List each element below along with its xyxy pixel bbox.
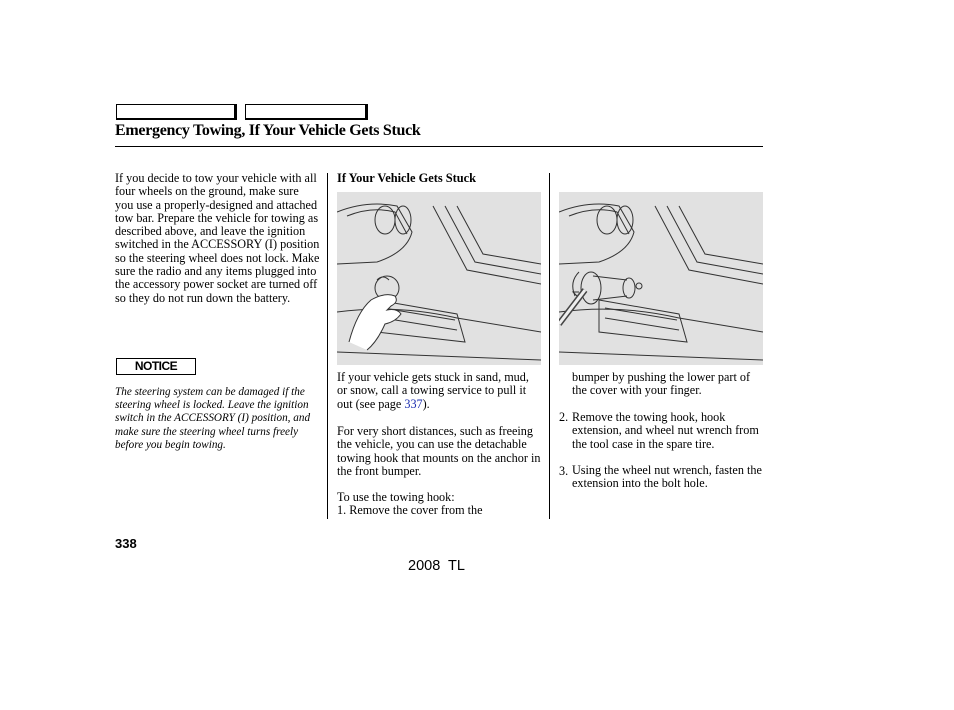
stuck-paragraph [337, 371, 537, 411]
page-337-link[interactable]: 337 [404, 396, 423, 411]
hook-install-illustration [559, 192, 763, 365]
page-number: 338 [115, 536, 137, 551]
bumper-wrench-drawing [559, 192, 763, 365]
short-distance-paragraph: For very short distances, such as freeing the vehicle, you can use the detachable towing hook that mounts on the anchor in the front bumper. [337, 424, 541, 478]
page-title: Emergency Towing, If Your Vehicle Gets Stuck [115, 122, 421, 139]
towing-paragraph: If you decide to tow your vehicle with all four wheels on the ground, make sure you use a properly-designed and attached tow bar. Prepare the vehicle for towing as described above, and leave the ignition switched in the ACCESSORY (I) position so the steering wheel does not lock. Make sure the radio and any items plugged into the accessory power socket are turned off so they do not run down the battery. [115, 171, 320, 305]
stuck-paragraph-text: If your vehicle gets stuck in sand, mud, or snow, call a towing service to pull it out (see page [337, 370, 529, 411]
step-2-number: 2. [559, 410, 569, 424]
stuck-heading: If Your Vehicle Gets Stuck [337, 171, 477, 185]
model-footer: 2008 TL [408, 558, 465, 574]
header-tab-1[interactable] [116, 104, 237, 120]
stuck-paragraph-end: ). [422, 396, 430, 411]
notice-text: The steering system can be damaged if the steering wheel is locked. Leave the ignition switch in the ACCESSORY (I) position, and make sure the steering wheel turns freely before you begin towing. [115, 386, 311, 451]
step-1: 1. Remove the cover from the [337, 503, 483, 517]
step-2: Remove the towing hook, hook extension, and wheel nut wrench from the tool case in the spare tire. [572, 410, 759, 451]
step-3: Using the wheel nut wrench, fasten the extension into the bolt hole. [572, 463, 762, 491]
notice-badge: NOTICE [116, 358, 196, 375]
step-3-number: 3. [559, 464, 569, 478]
column-divider-right [549, 173, 550, 519]
cover-removal-illustration [337, 192, 541, 365]
header-tab-2[interactable] [245, 104, 368, 120]
title-rule [115, 146, 763, 147]
step-1-continued: bumper by pushing the lower part of the cover with your finger. [572, 370, 751, 398]
column-divider-left [327, 173, 328, 519]
bumper-finger-drawing [337, 192, 541, 365]
hook-intro: To use the towing hook: [337, 490, 455, 504]
